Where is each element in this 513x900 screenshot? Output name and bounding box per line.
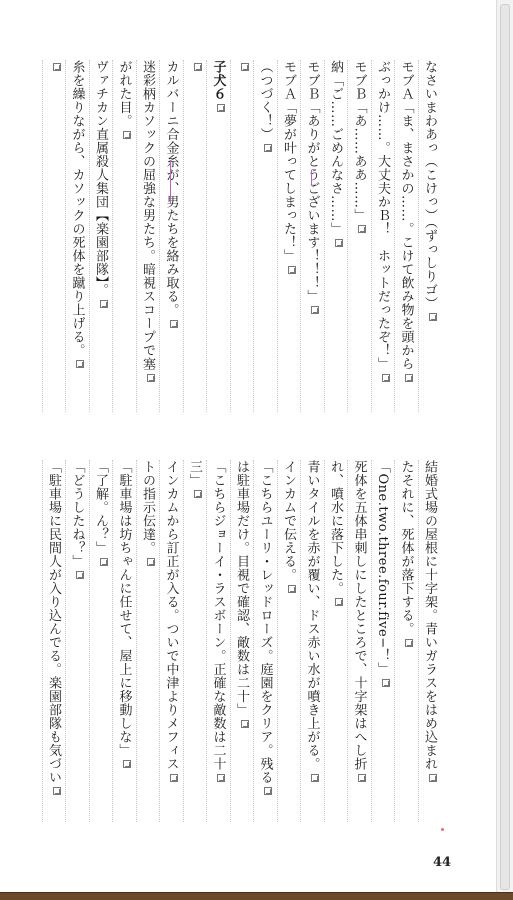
line-text: なさいまわあっ（こけっ）（ずっしりゴ） (422, 60, 437, 310)
line-text: がれた目。 (116, 60, 132, 128)
paragraph-return-icon (241, 720, 249, 728)
paragraph-return-icon (382, 374, 390, 382)
line-text: ぶっかけ……。大丈夫かＢ！ ホットだったぞ！」 (375, 60, 390, 371)
paragraph-return-icon (288, 266, 296, 274)
paragraph-return-icon (311, 306, 319, 314)
text-column (253, 460, 277, 822)
paragraph-return-icon (170, 320, 178, 328)
text-column (89, 460, 113, 822)
line-text: モブＡ「夢が叶ってしまった！」 (281, 60, 296, 263)
paragraph-return-icon (429, 774, 437, 782)
paragraph-return-icon (288, 585, 296, 593)
text-column (206, 460, 230, 822)
page-number: 44 (433, 855, 452, 870)
line-text: 子犬６ (210, 60, 226, 101)
line-text: モブＢ「あ……ああ……」 (351, 60, 367, 222)
line-text: モブＡ「ま、まさかの……。こけて飲み物を頭から (398, 60, 414, 371)
text-column (371, 60, 395, 412)
text-column (42, 60, 66, 412)
line-text: カルバーニ合金糸が、男たちを絡み取る。 (163, 60, 179, 317)
paragraph-return-icon (53, 63, 61, 71)
line-text: 「どうしたね？」 (69, 460, 85, 568)
line-text: 「One.two.three.four.five−！」 (375, 460, 390, 676)
text-column (371, 460, 395, 822)
text-column (253, 60, 277, 412)
line-text: 「こちらジョーイ・ラスボーン。正確な敵数は二十 (210, 460, 226, 771)
scrollbar-thumb[interactable] (500, 4, 510, 890)
paragraph-return-icon (76, 360, 84, 368)
text-column (300, 460, 324, 822)
line-text: インカムで伝える。 (281, 460, 296, 582)
line-text: （つづく！） (257, 60, 273, 141)
paragraph-return-icon (194, 490, 202, 498)
line-text: れ、噴水に落下した。 (328, 460, 343, 595)
line-text: トの指示伝達。 (140, 460, 155, 555)
text-column (183, 460, 207, 822)
text-column (159, 60, 183, 412)
vertical-scrollbar[interactable] (496, 0, 513, 893)
text-column (159, 460, 183, 822)
text-column (418, 60, 442, 412)
text-column (42, 460, 66, 822)
paragraph-return-icon (194, 63, 202, 71)
line-text: は駐車場だけ。目視で確認、敵数は二十」 (234, 460, 249, 717)
ruby-annotation-marker (170, 160, 181, 204)
paragraph-return-icon (217, 104, 225, 112)
ruby-annotation-marker (311, 170, 320, 186)
paragraph-return-icon (170, 774, 178, 782)
text-column (277, 460, 301, 822)
paragraph-return-icon (123, 131, 131, 139)
line-text: 「こちらユーリ・レッドローズ。庭園をクリア。残る (257, 460, 273, 784)
text-column (112, 460, 136, 822)
upper-text-block (21, 60, 441, 412)
text-column (206, 60, 230, 412)
window-bottom-edge (0, 892, 513, 900)
paragraph-return-icon (405, 374, 413, 382)
paragraph-return-icon (76, 571, 84, 579)
text-column (230, 60, 254, 412)
line-text: 「了解。ん？」 (93, 460, 108, 555)
line-text: 納「ご……ごめんなさ……」 (328, 60, 343, 236)
paragraph-return-icon (358, 774, 366, 782)
paragraph-return-icon (358, 225, 366, 233)
paragraph-return-icon (100, 558, 108, 566)
cursor-dot (441, 828, 444, 831)
text-column (65, 60, 89, 412)
paragraph-return-icon (53, 787, 61, 795)
text-column (136, 460, 160, 822)
text-column (324, 460, 348, 822)
text-column (347, 460, 371, 822)
lower-text-block (21, 460, 441, 822)
paragraph-return-icon (382, 679, 390, 687)
line-text: ヴァチカン直属殺人集団【楽園部隊】。 (93, 60, 108, 297)
paragraph-return-icon (335, 239, 343, 247)
text-column (65, 460, 89, 822)
paragraph-return-icon (264, 144, 272, 152)
paragraph-return-icon (429, 313, 437, 321)
text-column (112, 60, 136, 412)
text-column (300, 60, 324, 412)
line-text: 迷彩柄カソックの屈強な男たち。暗視スコープで塞 (140, 60, 155, 371)
paragraph-return-icon (147, 374, 155, 382)
text-column (347, 60, 371, 412)
line-text: 「駐車場は坊ちゃんに任せて、屋上に移動しな」 (116, 460, 132, 757)
paragraph-return-icon (311, 774, 319, 782)
paragraph-return-icon (147, 558, 155, 566)
paragraph-return-icon (241, 63, 249, 71)
paragraph-return-icon (100, 300, 108, 308)
text-column (394, 460, 418, 822)
paragraph-return-icon (123, 760, 131, 768)
line-text: インカムから訂正が入る。ついで中津よりメフィス (163, 460, 179, 771)
text-column (230, 460, 254, 822)
paragraph-return-icon (335, 598, 343, 606)
line-text: 糸を繰りながら、カソックの死体を蹴り上げる。 (69, 60, 85, 357)
paragraph-return-icon (405, 639, 413, 647)
text-column (183, 60, 207, 412)
line-text: モブＢ「ありがとうございます！！！」 (304, 60, 320, 303)
text-column (324, 60, 348, 412)
text-column (89, 60, 113, 412)
line-text: 三」 (187, 460, 202, 487)
line-text: 青いタイルを赤が覆い、ドス赤い水が噴き上がる。 (304, 460, 320, 771)
line-text: 死体を五体串刺しにしたところで、十字架はへし折 (351, 460, 367, 771)
paragraph-return-icon (264, 787, 272, 795)
line-text: 結婚式場の屋根に十字架。青いガラスをはめ込まれ (422, 460, 437, 771)
paragraph-return-icon (217, 774, 225, 782)
text-column (418, 460, 442, 822)
text-column (277, 60, 301, 412)
line-text: 「駐車場に民間人が入り込んでる。楽園部隊も気づい (46, 460, 61, 784)
text-column (136, 60, 160, 412)
line-text: たそれに、死体が落下する。 (398, 460, 414, 636)
text-column (394, 60, 418, 412)
